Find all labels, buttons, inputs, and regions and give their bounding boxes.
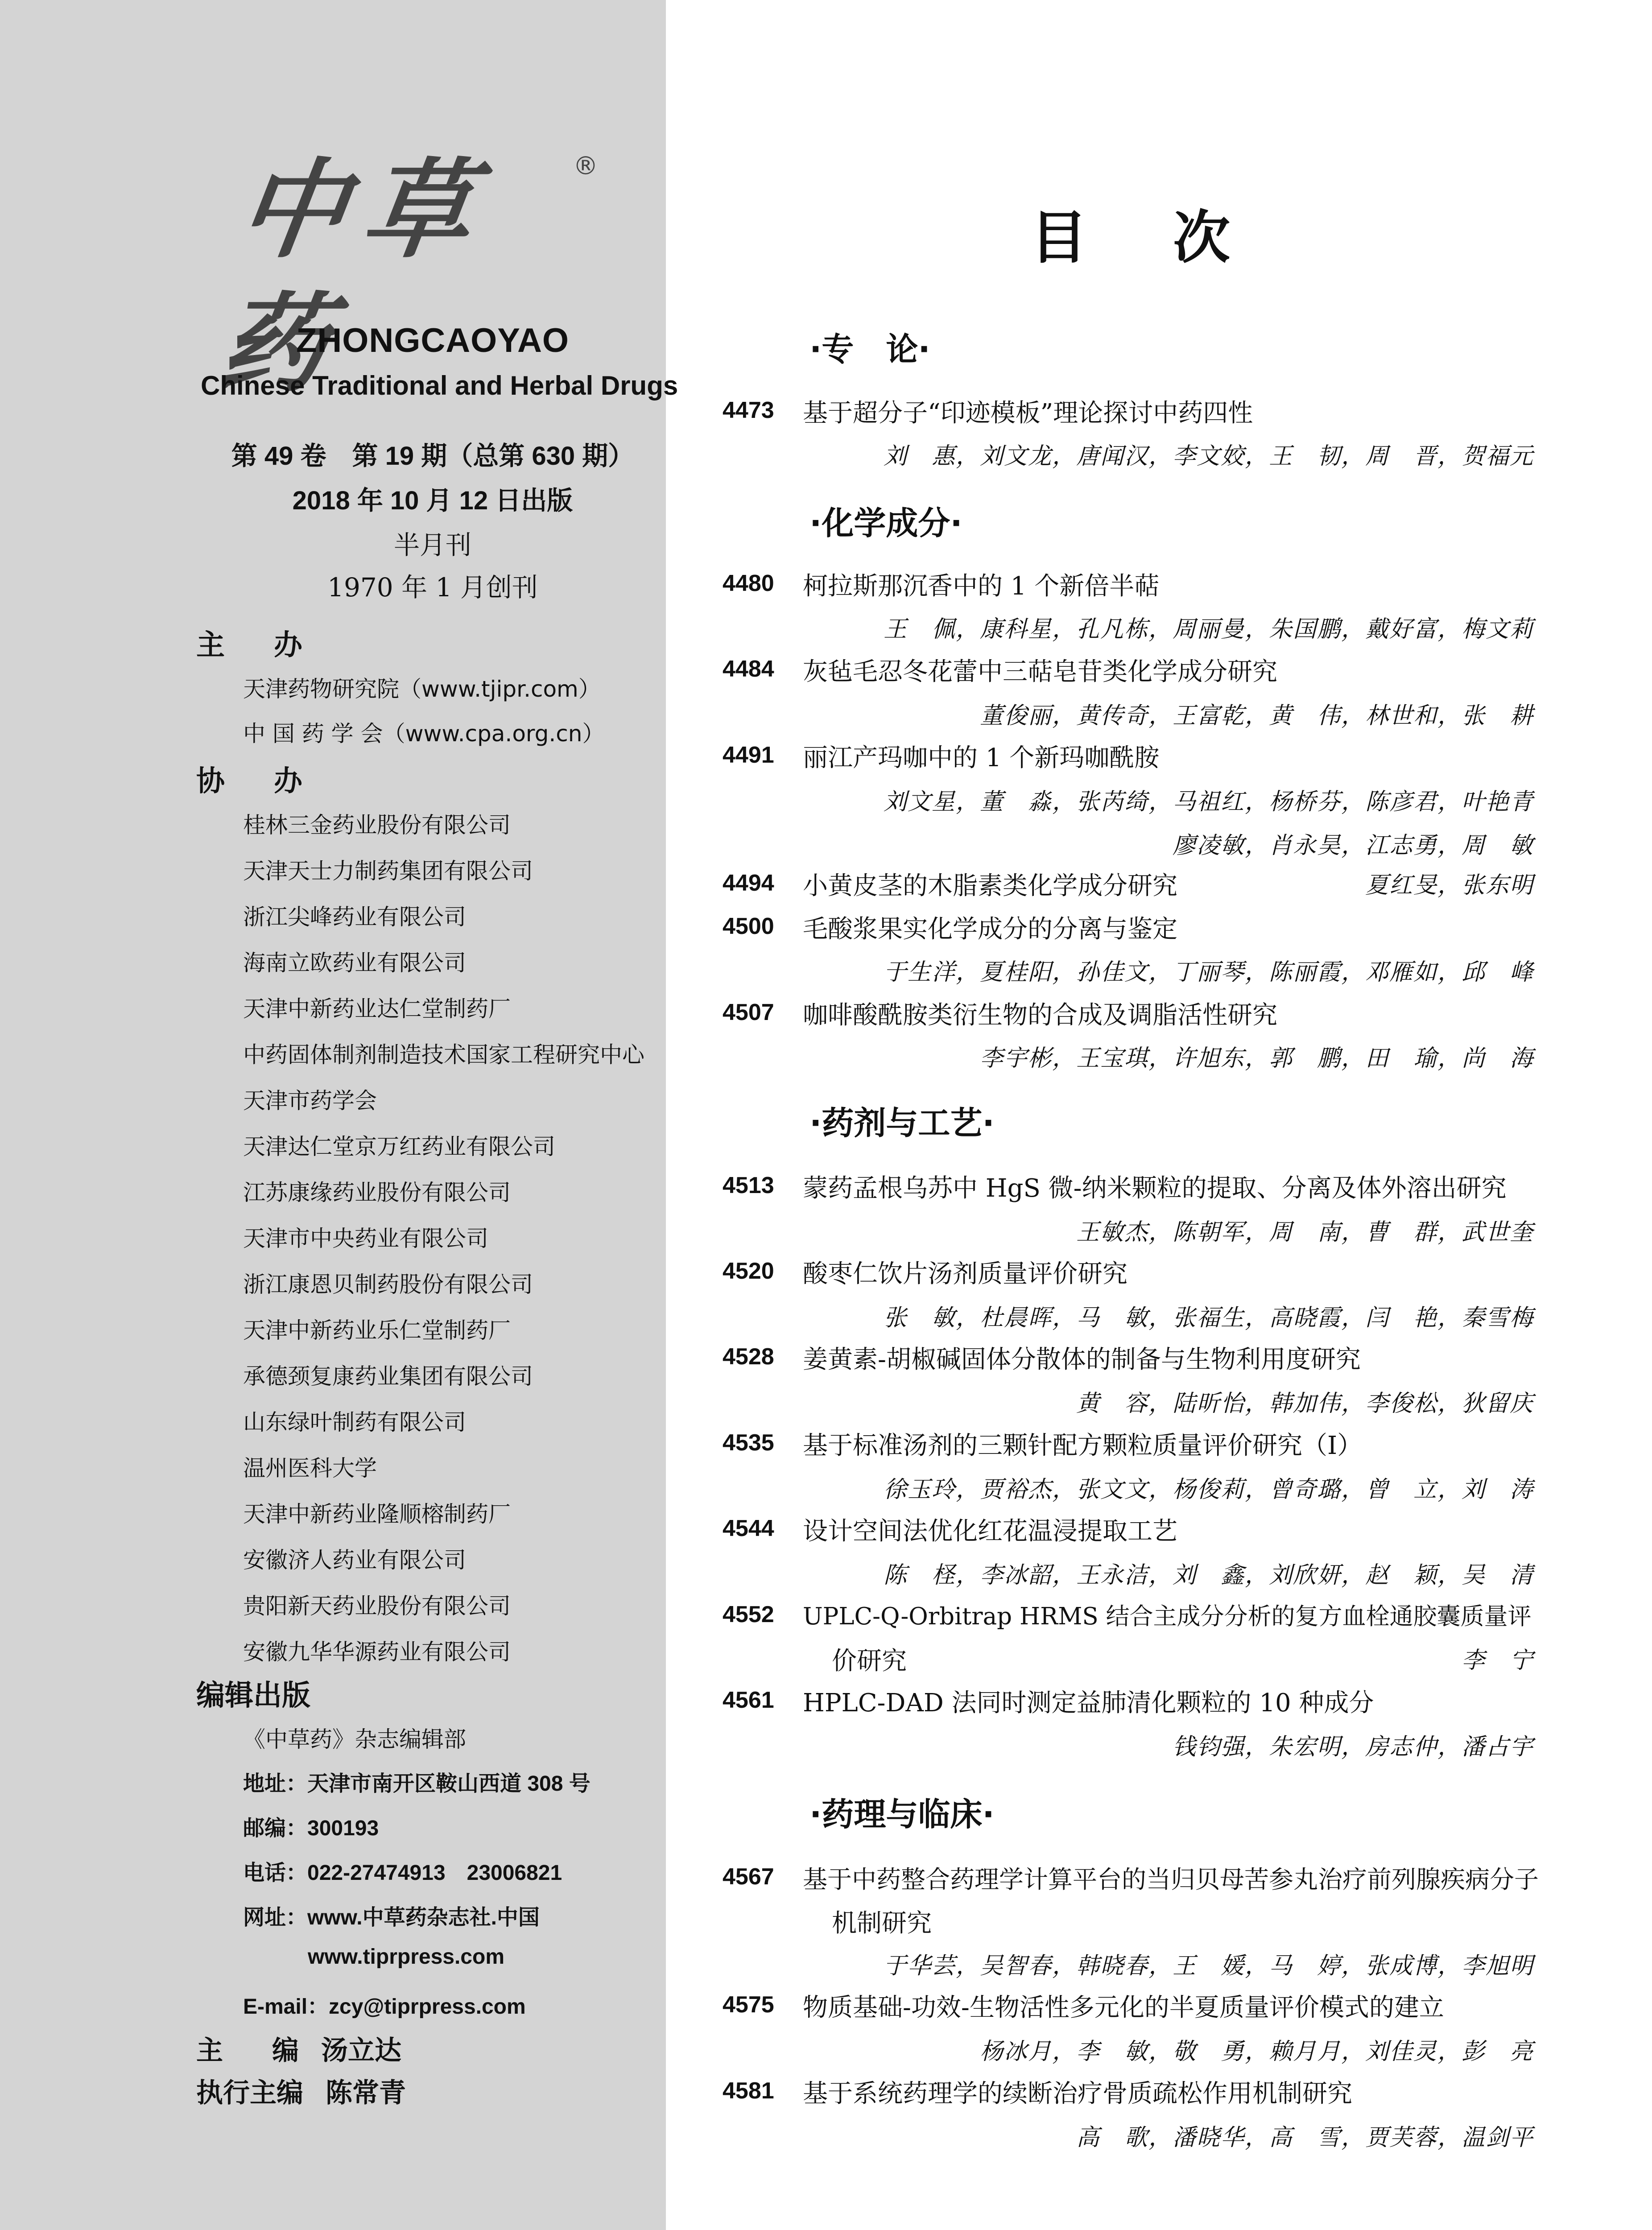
sponsor-heading-b: 办	[274, 629, 302, 662]
page-number[interactable]: 4513	[723, 1173, 774, 1198]
article-authors: 夏红旻，张东明	[1365, 872, 1534, 899]
page-number[interactable]: 4544	[723, 1516, 774, 1541]
article-title[interactable]: 灰毡毛忍冬花蕾中三萜皂苷类化学成分研究	[803, 657, 1277, 686]
founded-date: 1970 年 1 月创刊	[327, 572, 538, 603]
cosponsor-item: 天津达仁堂京万红药业有限公司	[243, 1134, 555, 1160]
article-authors: 刘文星，董 淼，张芮绮，马祖红，杨桥芬，陈彦君，叶艳青	[883, 789, 1534, 815]
section-heading: ·药理与临床·	[809, 1796, 995, 1833]
cosponsor-item: 安徽济人药业有限公司	[243, 1547, 466, 1573]
article-authors: 杨冰月，李 敏，敬 勇，赖月月，刘佳灵，彭 亮	[979, 2038, 1534, 2065]
cosponsor-item: 浙江尖峰药业有限公司	[243, 904, 466, 930]
article-title-cont[interactable]: 价研究	[832, 1647, 907, 1676]
cosponsor-item: 天津市中央药业有限公司	[243, 1226, 488, 1251]
publication-date: 2018 年 10 月 12 日出版	[292, 486, 573, 515]
article-authors: 张 敏，杜晨晖，马 敏，张福生，高晓霞，闫 艳，秦雪梅	[883, 1305, 1534, 1331]
toc-title-a: 目	[1030, 205, 1088, 271]
toc-title	[1030, 192, 1230, 274]
article-title[interactable]: 柯拉斯那沉香中的 1 个新倍半萜	[803, 572, 1160, 601]
cosponsor-item: 中药固体制剂制造技术国家工程研究中心	[243, 1042, 644, 1068]
page-number[interactable]: 4473	[723, 397, 774, 423]
chief-editor-label-a: 主	[196, 2035, 223, 2066]
article-title[interactable]: 基于超分子“印迹模板”理论探讨中药四性	[803, 399, 1253, 428]
article-authors: 王敏杰，陈朝军，周 南，曹 群，武世奎	[1076, 1219, 1534, 1246]
article-title[interactable]: 蒙药孟根乌苏中 HgS 微-纳米颗粒的提取、分离及体外溶出研究	[803, 1174, 1507, 1203]
cosponsor-item: 天津天士力制药集团有限公司	[243, 858, 533, 884]
exec-editor-label: 执行主编	[196, 2077, 303, 2109]
article-title[interactable]: UPLC-Q-Orbitrap HRMS 结合主成分分析的复方血栓通胶囊质量评	[803, 1603, 1532, 1630]
toc-title-b: 次	[1173, 205, 1231, 271]
cosponsor-item: 天津中新药业达仁堂制药厂	[243, 996, 511, 1022]
cosponsor-item: 江苏康缘药业股份有限公司	[243, 1180, 511, 1206]
page-number[interactable]: 4480	[723, 570, 774, 596]
page-number[interactable]: 4535	[723, 1430, 774, 1456]
cosponsor-heading	[196, 758, 302, 799]
article-authors-cont: 廖凌敏，肖永昊，江志勇，周 敏	[1172, 832, 1534, 859]
journal-name-en: ZHONGCAOYAO	[296, 322, 570, 359]
section-heading: ·药剂与工艺·	[809, 1104, 995, 1142]
cosponsor-heading-a: 协	[196, 765, 225, 798]
page-number[interactable]: 4500	[723, 913, 774, 939]
logo-text: 中草药	[211, 147, 498, 406]
chief-editor-label-b: 编	[272, 2035, 299, 2066]
cosponsor-item: 海南立欧药业有限公司	[243, 950, 466, 976]
chief-editor-name: 汤立达	[321, 2035, 401, 2066]
article-authors: 黄 容，陆昕怡，韩加伟，李俊松，狄留庆	[1076, 1390, 1534, 1417]
article-authors: 钱钧强，朱宏明，房志仲，潘占宇	[1172, 1734, 1534, 1760]
page-number[interactable]: 4528	[723, 1344, 774, 1370]
email-link[interactable]: E-mail：zcy@tiprpress.com	[243, 1995, 526, 2019]
address: 地址：天津市南开区鞍山西道 308 号	[243, 1772, 591, 1796]
registered-mark: ®	[573, 152, 598, 181]
exec-editor	[196, 2072, 406, 2110]
article-title[interactable]: 小黄皮茎的木脂素类化学成分研究	[803, 871, 1177, 900]
cosponsor-item: 桂林三金药业股份有限公司	[243, 812, 511, 838]
volume-issue: 第 49 卷 第 19 期（总第 630 期）	[231, 442, 634, 471]
sponsor-item: 天津药物研究院（www.tjipr.com）	[243, 676, 601, 702]
cosponsor-item: 天津中新药业乐仁堂制药厂	[243, 1317, 511, 1343]
cosponsor-item: 承德颈复康药业集团有限公司	[243, 1363, 533, 1389]
sponsor-item: 中 国 药 学 会（www.cpa.org.cn）	[243, 721, 605, 747]
article-title[interactable]: 物质基础-功效-生物活性多元化的半夏质量评价模式的建立	[803, 1993, 1444, 2022]
article-title[interactable]: 丽江产玛咖中的 1 个新玛咖酰胺	[803, 743, 1160, 772]
article-authors: 刘 惠，刘文龙，唐闻汉，李文姣，王 韧，周 晋，贺福元	[883, 443, 1534, 470]
article-authors: 陈 柽，李冰韶，王永洁，刘 鑫，刘欣妍，赵 颖，吴 清	[883, 1562, 1534, 1589]
page-number[interactable]: 4561	[723, 1687, 774, 1713]
page-number[interactable]: 4494	[723, 870, 774, 896]
sponsor-heading-a: 主	[196, 629, 225, 662]
sponsor-heading	[196, 622, 302, 663]
postcode: 邮编：300193	[243, 1817, 379, 1840]
article-title[interactable]: 酸枣仁饮片汤剂质量评价研究	[803, 1260, 1127, 1288]
article-authors: 董俊丽，黄传奇，王富乾，黄 伟，林世和，张 耕	[979, 702, 1534, 729]
exec-editor-name: 陈常青	[326, 2077, 406, 2109]
cosponsor-item: 贵阳新天药业股份有限公司	[243, 1593, 511, 1619]
editor-heading: 编辑出版	[196, 1679, 310, 1712]
cosponsor-item: 天津市药学会	[243, 1088, 377, 1114]
article-authors: 王 佩，康科星，孔凡栋，周丽曼，朱国鹏，戴好富，梅文莉	[883, 616, 1534, 643]
article-authors: 高 歌，潘晓华，高 雪，贾芙蓉，温剑平	[1076, 2124, 1534, 2151]
cosponsor-item: 天津中新药业隆顺榕制药厂	[243, 1501, 511, 1527]
chief-editor	[196, 2029, 401, 2068]
article-authors: 李 宁	[1461, 1647, 1534, 1674]
website-link-2[interactable]: www.tiprpress.com	[308, 1945, 504, 1969]
article-authors: 徐玉玲，贾裕杰，张文文，杨俊莉，曾奇璐，曾 立，刘 涛	[883, 1476, 1534, 1503]
section-heading: ·化学成分·	[809, 504, 962, 542]
cosponsor-item: 安徽九华华源药业有限公司	[243, 1639, 511, 1665]
section-heading: ·专 论·	[809, 330, 930, 368]
article-authors: 于华芸，吴智春，韩晓春，王 媛，马 婷，张成博，李旭明	[883, 1953, 1534, 1979]
article-title[interactable]: 咖啡酸酰胺类衍生物的合成及调脂活性研究	[803, 1001, 1277, 1030]
article-title[interactable]: 设计空间法优化红花温浸提取工艺	[803, 1517, 1177, 1546]
page-number[interactable]: 4575	[723, 1992, 774, 2018]
page-number[interactable]: 4491	[723, 742, 774, 768]
website-link[interactable]: 网址：www.中草药杂志社.中国	[243, 1906, 540, 1929]
journal-name-en-full: Chinese Traditional and Herbal Drugs	[201, 371, 678, 401]
page-number[interactable]: 4552	[723, 1602, 774, 1627]
cosponsor-item: 山东绿叶制药有限公司	[243, 1409, 466, 1435]
cosponsor-item: 温州医科大学	[243, 1455, 377, 1481]
phone: 电话：022-27474913 23006821	[243, 1861, 562, 1885]
cosponsor-heading-b: 办	[274, 765, 302, 798]
sidebar	[0, 0, 678, 2230]
frequency: 半月刊	[393, 530, 471, 560]
editorial-office: 《中草药》杂志编辑部	[243, 1726, 466, 1752]
article-authors: 李宇彬，王宝琪，许旭东，郭 鹏，田 瑜，尚 海	[979, 1045, 1534, 1072]
article-title[interactable]: 毛酸浆果实化学成分的分离与鉴定	[803, 915, 1177, 944]
page-number[interactable]: 4581	[723, 2078, 774, 2104]
article-title[interactable]: 基于系统药理学的续断治疗骨质疏松作用机制研究	[803, 2079, 1352, 2108]
article-title[interactable]: 基于中药整合药理学计算平台的当归贝母苦参丸治疗前列腺疾病分子	[803, 1865, 1539, 1894]
article-title[interactable]: 姜黄素-胡椒碱固体分散体的制备与生物利用度研究	[803, 1345, 1361, 1374]
article-authors: 于生洋，夏桂阳，孙佳文，丁丽琴，陈丽霞，邓雁如，邱 峰	[883, 959, 1534, 986]
page-number[interactable]: 4484	[723, 656, 774, 682]
page-number[interactable]: 4507	[723, 999, 774, 1025]
page-number[interactable]: 4567	[723, 1864, 774, 1890]
article-title[interactable]: HPLC-DAD 法同时测定益肺清化颗粒的 10 种成分	[803, 1689, 1374, 1718]
article-title-cont[interactable]: 机制研究	[832, 1909, 932, 1938]
article-title[interactable]: 基于标准汤剂的三颗针配方颗粒质量评价研究（I）	[803, 1431, 1363, 1460]
page-number[interactable]: 4520	[723, 1258, 774, 1284]
cosponsor-item: 浙江康恩贝制药股份有限公司	[243, 1272, 533, 1297]
